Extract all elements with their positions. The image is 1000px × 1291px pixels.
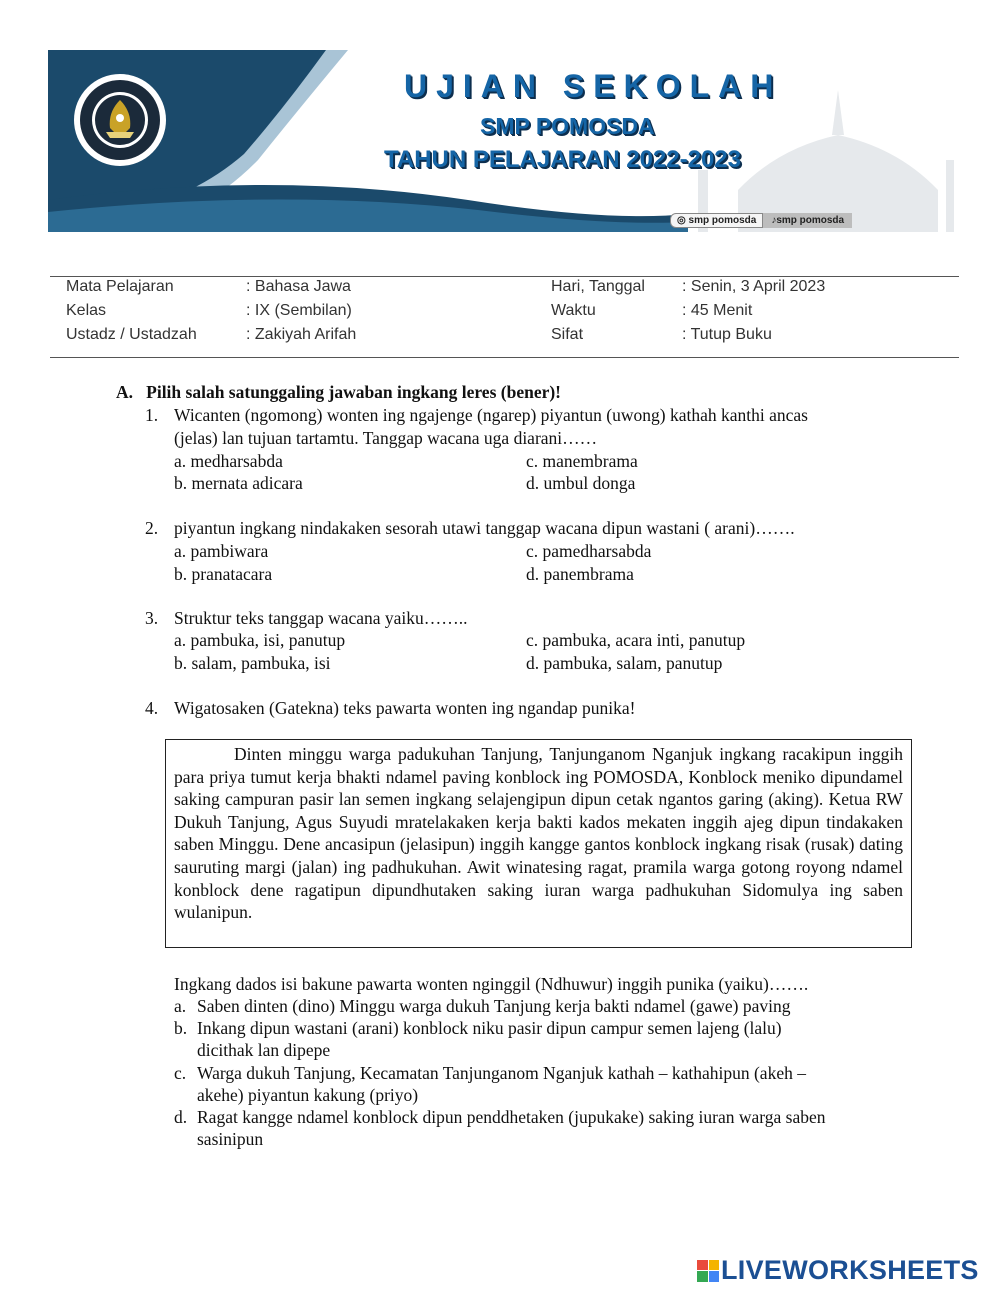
time-value: : 45 Menit — [682, 302, 753, 319]
exam-info-table — [50, 276, 959, 358]
option-a[interactable]: a. pambuka, isi, panutup — [174, 630, 346, 650]
option-d[interactable]: d. umbul donga — [526, 473, 636, 493]
option-a[interactable]: Saben dinten (dino) Minggu warga dukuh Tanjung kerja bakti ndamel (gawe) paving — [197, 996, 791, 1016]
date-value: : Senin, 3 April 2023 — [682, 278, 826, 295]
tiktok-text: smp pomosda — [776, 215, 845, 226]
option-c-letter[interactable]: c. — [174, 1063, 187, 1083]
option-c[interactable]: Warga dukuh Tanjung, Kecamatan Tanjunganom Nganjuk kathah – kathahipun (akeh – — [197, 1063, 806, 1083]
option-d-cont[interactable]: sasinipun — [197, 1129, 264, 1149]
option-b[interactable]: Inkang dipun wastani (arani) konblock niku pasir dipun campur semen lajeng (lalu) — [197, 1018, 782, 1038]
option-b[interactable]: b. salam, pambuka, isi — [174, 653, 331, 673]
option-b-cont[interactable]: dicithak lan dipepe — [197, 1040, 331, 1060]
option-a[interactable]: a. medharsabda — [174, 451, 283, 471]
teacher-label: Ustadz / Ustadzah — [66, 326, 197, 343]
question-text: Struktur teks tanggap wacana yaiku…….. — [174, 608, 468, 628]
type-value: : Tutup Buku — [682, 326, 772, 343]
date-label: Hari, Tanggal — [551, 278, 645, 295]
liveworksheets-wordmark: LIVEWORKSHEETS — [721, 1255, 979, 1285]
school-logo — [72, 72, 168, 168]
option-b-letter[interactable]: b. — [174, 1018, 188, 1038]
time-label: Waktu — [551, 302, 596, 319]
option-c-cont[interactable]: akehe) piyantun kakung (priyo) — [197, 1085, 419, 1105]
option-d[interactable]: d. pambuka, salam, panutup — [526, 653, 723, 673]
question-text: piyantun ingkang nindakaken sesorah utawi tanggap wacana dipun wastani ( arani)……. — [174, 518, 795, 538]
instagram-handle: ◎ smp pomosda — [670, 213, 763, 228]
option-b[interactable]: b. pranatacara — [174, 564, 273, 584]
info-row — [50, 278, 959, 302]
instagram-text: smp pomosda — [688, 215, 757, 226]
subject-value: : Bahasa Jawa — [246, 278, 351, 295]
news-passage-text: Dinten minggu warga padukuhan Tanjung, Tanjunganom Nganjuk ingkang racakipun inggih para priya tumut kerja bhakti ndamel paving konblock ing POMOSDA, Konblock meniko dipundamel saking campuran pasir lan semen ingkang selajengipun dipun cetak ngantos garing (aking). Ketua RW Dukuh Tanjung, Agus Suyudi mratelakaken kerja bakti kados mekaten inggih ajeg dipun tindakaken saben Minggu. Dene ancasipun (jelasipun) inggih kangge gantos konblock ingkang risak (rusak) dating sauruting margi (jalan) ing padhukuhan. Awit winatesing ragat, pramila warga gotong royong ndamel konblock dene ragatipun dipundhutaken saking iuran warga padhukuhan Sidomulya ing saben wulanipun. — [174, 744, 903, 923]
option-d[interactable]: Ragat kangge ndamel konblock dipun penddhetaken (jupukake) saking iuran warga saben — [197, 1107, 826, 1127]
question-number: 2. — [145, 518, 159, 538]
option-a[interactable]: a. pambiwara — [174, 541, 269, 561]
question-number: 3. — [145, 608, 159, 628]
question-number: 1. — [145, 405, 159, 425]
option-a-letter[interactable]: a. — [174, 996, 187, 1016]
header-banner — [48, 50, 958, 232]
question-text: Wicanten (ngomong) wonten ing ngajenge (ngarep) piyantun (uwong) kathah kanthi ancas — [174, 405, 808, 425]
section-a-heading: A. Pilih salah satunggaling jawaban ingkang leres (bener)! — [116, 382, 562, 402]
question-text: Ingkang dados isi bakune pawarta wonten nginggil (Ndhuwur) inggih punika (yaiku)……. — [174, 974, 809, 994]
info-row — [50, 302, 959, 326]
question-text: Wigatosaken (Gatekna) teks pawarta wonten ing ngandap punika! — [174, 698, 636, 718]
school-name: SMP POMOSDA — [480, 113, 655, 139]
teacher-value: : Zakiyah Arifah — [246, 326, 357, 343]
exam-title: UJIAN SEKOLAH — [404, 68, 783, 104]
option-c[interactable]: c. pambuka, acara inti, panutup — [526, 630, 746, 650]
option-d[interactable]: d. panembrama — [526, 564, 634, 584]
news-passage-box — [165, 739, 912, 948]
info-row — [50, 326, 959, 350]
option-b[interactable]: b. mernata adicara — [174, 473, 303, 493]
social-handles — [670, 213, 852, 228]
question-text: (jelas) lan tujuan tartamtu. Tanggap wacana uga diarani…… — [174, 428, 598, 448]
question-number: 4. — [145, 698, 159, 718]
option-d-letter[interactable]: d. — [174, 1107, 188, 1127]
academic-year: TAHUN PELAJARAN 2022-2023 — [384, 146, 741, 173]
option-c[interactable]: c. manembrama — [526, 451, 638, 471]
option-c[interactable]: c. pamedharsabda — [526, 541, 652, 561]
class-label: Kelas — [66, 302, 107, 319]
tiktok-handle: ♪smp pomosda — [763, 213, 852, 228]
subject-label: Mata Pelajaran — [66, 278, 174, 295]
liveworksheets-icon — [697, 1260, 719, 1282]
type-label: Sifat — [551, 326, 584, 343]
liveworksheets-logo[interactable] — [697, 1255, 979, 1286]
class-value: : IX (Sembilan) — [246, 302, 352, 319]
